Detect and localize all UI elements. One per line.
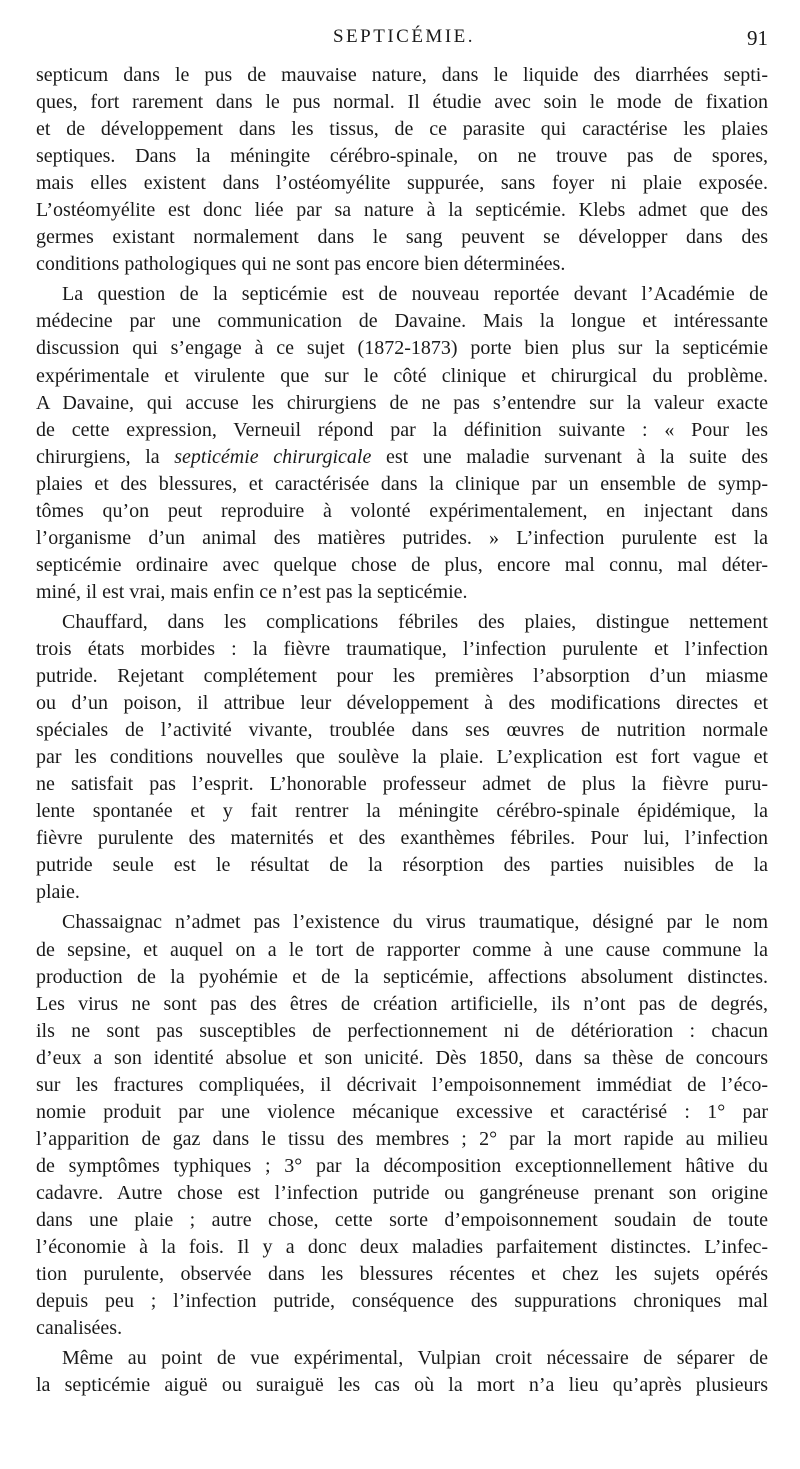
text-line: l’organisme d’un animal des matières putrides. » L’infection purulente est la bbox=[36, 526, 768, 549]
text-line: conditions pathologiques qui ne sont pas encore bien déterminées. bbox=[36, 253, 566, 276]
text-line: germes existant normalement dans le sang peuvent se développer dans des bbox=[36, 226, 768, 249]
text-line: d’eux a son identité absolue et son unicité. Dès 1850, dans sa thèse de concours bbox=[36, 1046, 768, 1069]
text-line: mais elles existent dans l’ostéomyélite suppurée, sans foyer ni plaie exposée. bbox=[36, 172, 768, 195]
text-line: plaie. bbox=[36, 881, 80, 904]
text-line: ques, fort rarement dans le pus normal. Il étudie avec soin le mode de fixation bbox=[36, 91, 768, 114]
text-line: trois états morbides : la fièvre traumatique, l’infection purulente et l’infection bbox=[36, 637, 768, 660]
text-line: putride. Rejetant complétement pour les premières l’absorption d’un miasme bbox=[36, 665, 768, 688]
text-line: ils ne sont pas susceptibles de perfectionnement ni de détérioration : chacun bbox=[36, 1019, 768, 1042]
page-number: 91 bbox=[747, 26, 768, 50]
text-line: tion purulente, observée dans les blessures récentes et chez les sujets opérés bbox=[36, 1263, 768, 1286]
text-line: plaies et des blessures, et caractérisée dans la clinique par un ensemble de symp- bbox=[36, 472, 768, 495]
text-line: ne satisfait pas l’esprit. L’honorable professeur admet de plus la fièvre puru- bbox=[36, 773, 768, 796]
text-line: production de la pyohémie et de la septicémie, affections absolument distinctes. bbox=[36, 965, 768, 988]
text-line: de sepsine, et auquel on a le tort de rapporter comme à une cause commune la bbox=[36, 938, 768, 961]
text-line: miné, il est vrai, mais enfin ce n’est pas la septicémie. bbox=[36, 580, 468, 603]
paragraph bbox=[36, 1345, 768, 1399]
text-line: A Davaine, qui accuse les chirurgiens de ne pas s’entendre sur la valeur exacte bbox=[36, 391, 768, 414]
text-line: de symptômes typhiques ; 3° par la décomposition exceptionnellement hâtive du bbox=[36, 1154, 768, 1177]
text-line: Chassaignac n’admet pas l’existence du virus traumatique, désigné par le nom bbox=[62, 911, 768, 934]
text-line: Les virus ne sont pas des êtres de création artificielle, ils n’ont pas de degrés, bbox=[36, 992, 768, 1015]
text-line: expérimentale et virulente que sur le côté clinique et chirurgical du problème. bbox=[36, 364, 768, 387]
body-text bbox=[36, 62, 768, 1399]
text-line: lente spontanée et y fait rentrer la méningite cérébro-spinale épidémique, la bbox=[36, 800, 768, 823]
text-line: septicémie ordinaire avec quelque chose de plus, encore mal connu, mal déter- bbox=[36, 553, 768, 576]
text-line: Même au point de vue expérimental, Vulpian croit nécessaire de séparer de bbox=[62, 1347, 768, 1370]
paragraph bbox=[36, 609, 768, 907]
text-line: sur les fractures compliquées, il décrivait l’empoisonnement immédiat de l’éco- bbox=[36, 1073, 768, 1096]
text-line: la septicémie aiguë ou suraiguë les cas où la mort n’a lieu qu’après plusieurs bbox=[36, 1374, 768, 1397]
text-line: par les conditions nouvelles que soulève la plaie. L’explication est fort vague et bbox=[36, 746, 768, 769]
text-line: chirurgiens, la septicémie chirurgicale est une maladie survenant à la suite des bbox=[36, 445, 768, 468]
text-line: depuis peu ; l’infection putride, conséquence des suppurations chroniques mal bbox=[36, 1290, 768, 1313]
text-line: et de développement dans les tissus, de ce parasite qui caractérise les plaies bbox=[36, 118, 768, 141]
text-line: de cette expression, Verneuil répond par la définition suivante : « Pour les bbox=[36, 418, 768, 441]
text-line: cadavre. Autre chose est l’infection putride ou gangréneuse prenant son origine bbox=[36, 1181, 768, 1204]
paragraph bbox=[36, 281, 768, 606]
text-line: tômes qu’on peut reproduire à volonté expérimentalement, en injectant dans bbox=[36, 499, 768, 522]
text-line: Chauffard, dans les complications fébriles des plaies, distingue nettement bbox=[62, 610, 768, 633]
running-title: SEPTICÉMIE. bbox=[332, 26, 476, 47]
text-line: spéciales de l’activité vivante, troublée dans ses œuvres de nutrition normale bbox=[36, 719, 768, 742]
text-line: L’ostéomyélite est donc liée par sa nature à la septicémie. Klebs admet que des bbox=[36, 199, 768, 222]
text-line: septicum dans le pus de mauvaise nature, dans le liquide des diarrhées septi- bbox=[36, 64, 768, 86]
text-line: ou d’un poison, il attribue leur développement à des modifications directes et bbox=[36, 692, 768, 715]
running-header bbox=[36, 26, 772, 56]
text-line: putride seule est le résultat de la résorption des parties nuisibles de la bbox=[36, 854, 768, 877]
text-line: septiques. Dans la méningite cérébro-spinale, on ne trouve pas de spores, bbox=[36, 145, 768, 168]
text-line: l’économie à la fois. Il y a donc deux maladies parfaitement distinctes. L’infec- bbox=[36, 1236, 768, 1259]
text-line: La question de la septicémie est de nouveau reportée devant l’Académie de bbox=[62, 283, 768, 306]
paragraph bbox=[36, 62, 768, 278]
text-line: dans une plaie ; autre chose, cette sorte d’empoisonnement soudain de toute bbox=[36, 1208, 768, 1231]
text-line: nomie produit par une violence mécanique excessive et caractérisé : 1° par bbox=[36, 1100, 768, 1123]
text-line: discussion qui s’engage à ce sujet (1872-1873) porte bien plus sur la septicémie bbox=[36, 337, 768, 360]
text-line: canalisées. bbox=[36, 1317, 123, 1340]
text-line: fièvre purulente des maternités et des exanthèmes fébriles. Pour lui, l’infection bbox=[36, 827, 768, 850]
text-line: médecine par une communication de Davaine. Mais la longue et intéressante bbox=[36, 310, 768, 333]
paragraph bbox=[36, 909, 768, 1342]
italic-term: septicémie chirurgicale bbox=[174, 445, 372, 468]
text-line: l’apparition de gaz dans le tissu des membres ; 2° par la mort rapide au milieu bbox=[36, 1127, 768, 1150]
